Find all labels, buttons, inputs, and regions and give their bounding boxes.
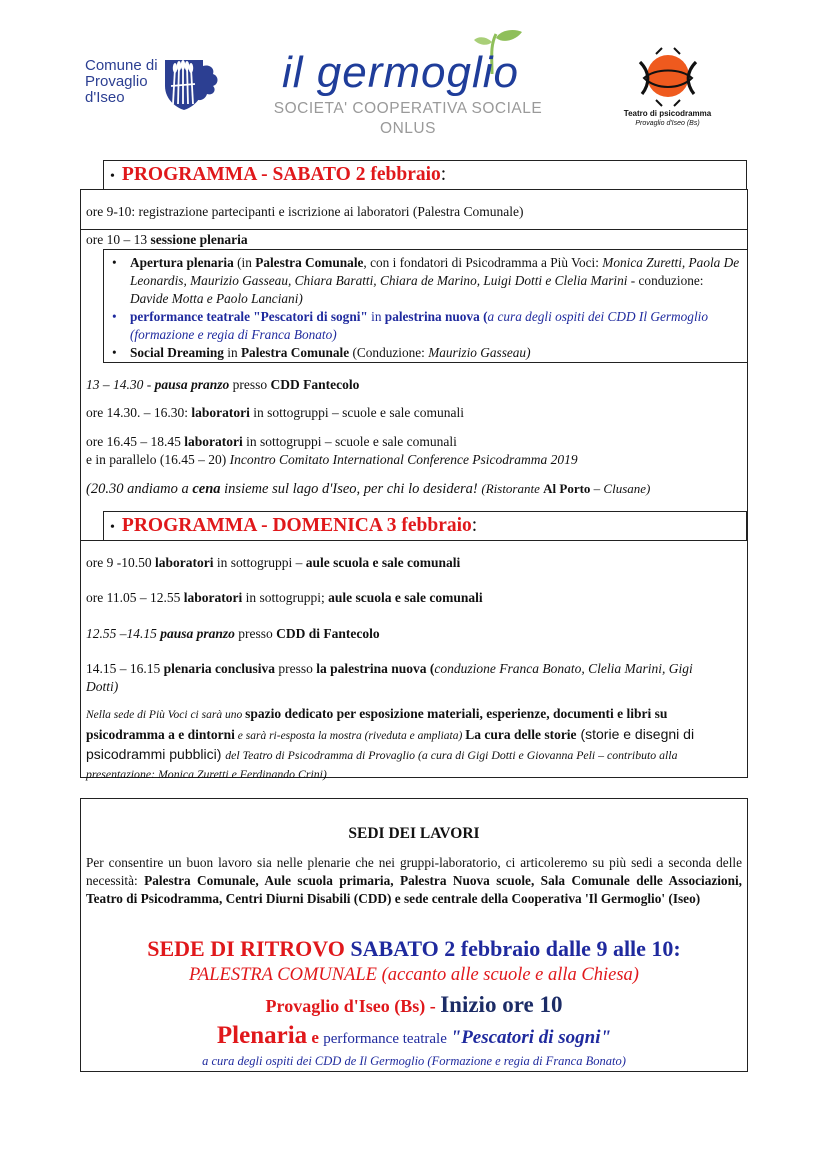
teatro-name: Teatro di psicodramma <box>623 109 712 118</box>
sunday-title: • PROGRAMMA - DOMENICA 3 febbraio: <box>110 515 478 536</box>
bullet-social-dreaming: • Social Dreaming in Palestra Comunale (Conduzione: Maurizio Gasseau) <box>108 344 740 362</box>
plenary-line: Plenaria e performance teatrale "Pescatori di sogni" <box>216 1022 612 1049</box>
germoglio-logo <box>270 28 560 140</box>
sunday-lab1: ore 9 -10.50 laboratori in sottogruppi – aule scuola e sale comunali <box>86 555 461 570</box>
comune-crest-icon <box>163 56 221 112</box>
saturday-dinner: (20.30 andiamo a cena insieme sul lago d'Iseo, per chi lo desidera! (Ristorante Al Porto – Clusane) <box>86 481 651 497</box>
saturday-title-box <box>103 160 747 190</box>
teatro-logo <box>620 46 720 136</box>
saturday-title: • PROGRAMMA - SABATO 2 febbraio: <box>110 164 447 185</box>
teatro-location: Provaglio d'Iseo (Bs) <box>635 120 700 127</box>
saturday-lab1: ore 14.30. – 16.30: laboratori in sottogruppi – scuole e sale comunali <box>86 405 464 420</box>
coop-name: il germoglio <box>282 48 519 97</box>
saturday-plenary-time: ore 10 – 13 sessione plenaria <box>86 232 248 247</box>
divider <box>80 229 748 230</box>
bullet-opening: • Apertura plenaria (in Palestra Comunale, con i fondatori di Psicodramma a Più Voci: Monica Zuretti, Paola De Leonardis, Maurizio Gasseau, Chiara Baratti, Chiara de Marino, Luigi Dotti e Clelia Marini - conduzione: Davide Motta e Paolo Lanciani) <box>108 254 740 308</box>
venues-title: SEDI DEI LAVORI <box>348 825 480 842</box>
coop-onlus: ONLUS <box>380 120 436 137</box>
performance-credit: a cura degli ospiti dei CDD de Il Germoglio (Formazione e regia di Franca Bonato) <box>202 1054 626 1068</box>
saturday-conference: e in parallelo (16.45 – 20) Incontro Comitato International Conference Psicodramma 2019 <box>86 452 578 467</box>
comune-logo <box>85 56 245 116</box>
sunday-title-box <box>103 511 747 541</box>
saturday-plenary-box <box>103 249 748 363</box>
venues-paragraph: Per consentire un buon lavoro sia nelle plenarie che nei gruppi-laboratorio, ci articoleremo su più sedi a seconda delle necessità: Palestra Comunale, Aule scuola primaria, Palestra Nuova scuole, Sala Comunale delle Associazioni, Teatro di Psicodramma, Centri Diurni Disabili (CDD) e sede centrale della Cooperativa 'Il Germoglio' (Iseo) <box>86 855 742 906</box>
sunday-exhibition: Nella sede di Più Voci ci sarà uno spazio dedicato per esposizione materiali, esperienze, documenti e libri su psicodramma a e dintorni e sarà ri-esposta la mostra (riveduta e ampliata) La cura delle storie (storie e disegni di psicodrammi pubblici) del Teatro di Psicodramma di Provaglio (a cura di Gigi Dotti e Giovanna Peli – contributo alla presentazione: Monica Zuretti e Ferdinando Crini) <box>86 706 695 781</box>
comune-line1: Comune di <box>85 57 158 74</box>
meeting-point-line: SEDE DI RITROVO SABATO 2 febbraio dalle 9 alle 10: <box>147 936 681 961</box>
saturday-lab2: ore 16.45 – 18.45 laboratori in sottogruppi – scuole e sale comunali <box>86 434 457 449</box>
teatro-emblem-icon <box>626 46 710 108</box>
coop-subtitle: SOCIETA' COOPERATIVA SOCIALE <box>273 100 543 117</box>
sunday-lab2: ore 11.05 – 12.55 laboratori in sottogruppi; aule scuola e sale comunali <box>86 590 483 605</box>
saturday-lunch: 13 – 14.30 - pausa pranzo presso CDD Fantecolo <box>86 377 360 392</box>
start-line: Provaglio d'Iseo (Bs) - Inizio ore 10 <box>265 992 563 1017</box>
comune-line2: Provaglio <box>85 73 148 90</box>
saturday-registration: ore 9-10: registrazione partecipanti e iscrizione ai laboratori (Palestra Comunale) <box>86 204 524 219</box>
sunday-closing-plenary: 14.15 – 16.15 plenaria conclusiva presso la palestrina nuova (conduzione Franca Bonato, Clelia Marini, Gigi Dotti) <box>86 661 693 694</box>
bullet-performance: • performance teatrale "Pescatori di sogni" in palestrina nuova (a cura degli ospiti dei CDD Il Germoglio (formazione e regia di Franca Bonato) <box>108 308 740 344</box>
meeting-place: PALESTRA COMUNALE (accanto alle scuole e alla Chiesa) <box>189 965 639 985</box>
comune-line3: d'Iseo <box>85 89 125 106</box>
sunday-lunch: 12.55 –14.15 pausa pranzo presso CDD di Fantecolo <box>86 626 380 641</box>
